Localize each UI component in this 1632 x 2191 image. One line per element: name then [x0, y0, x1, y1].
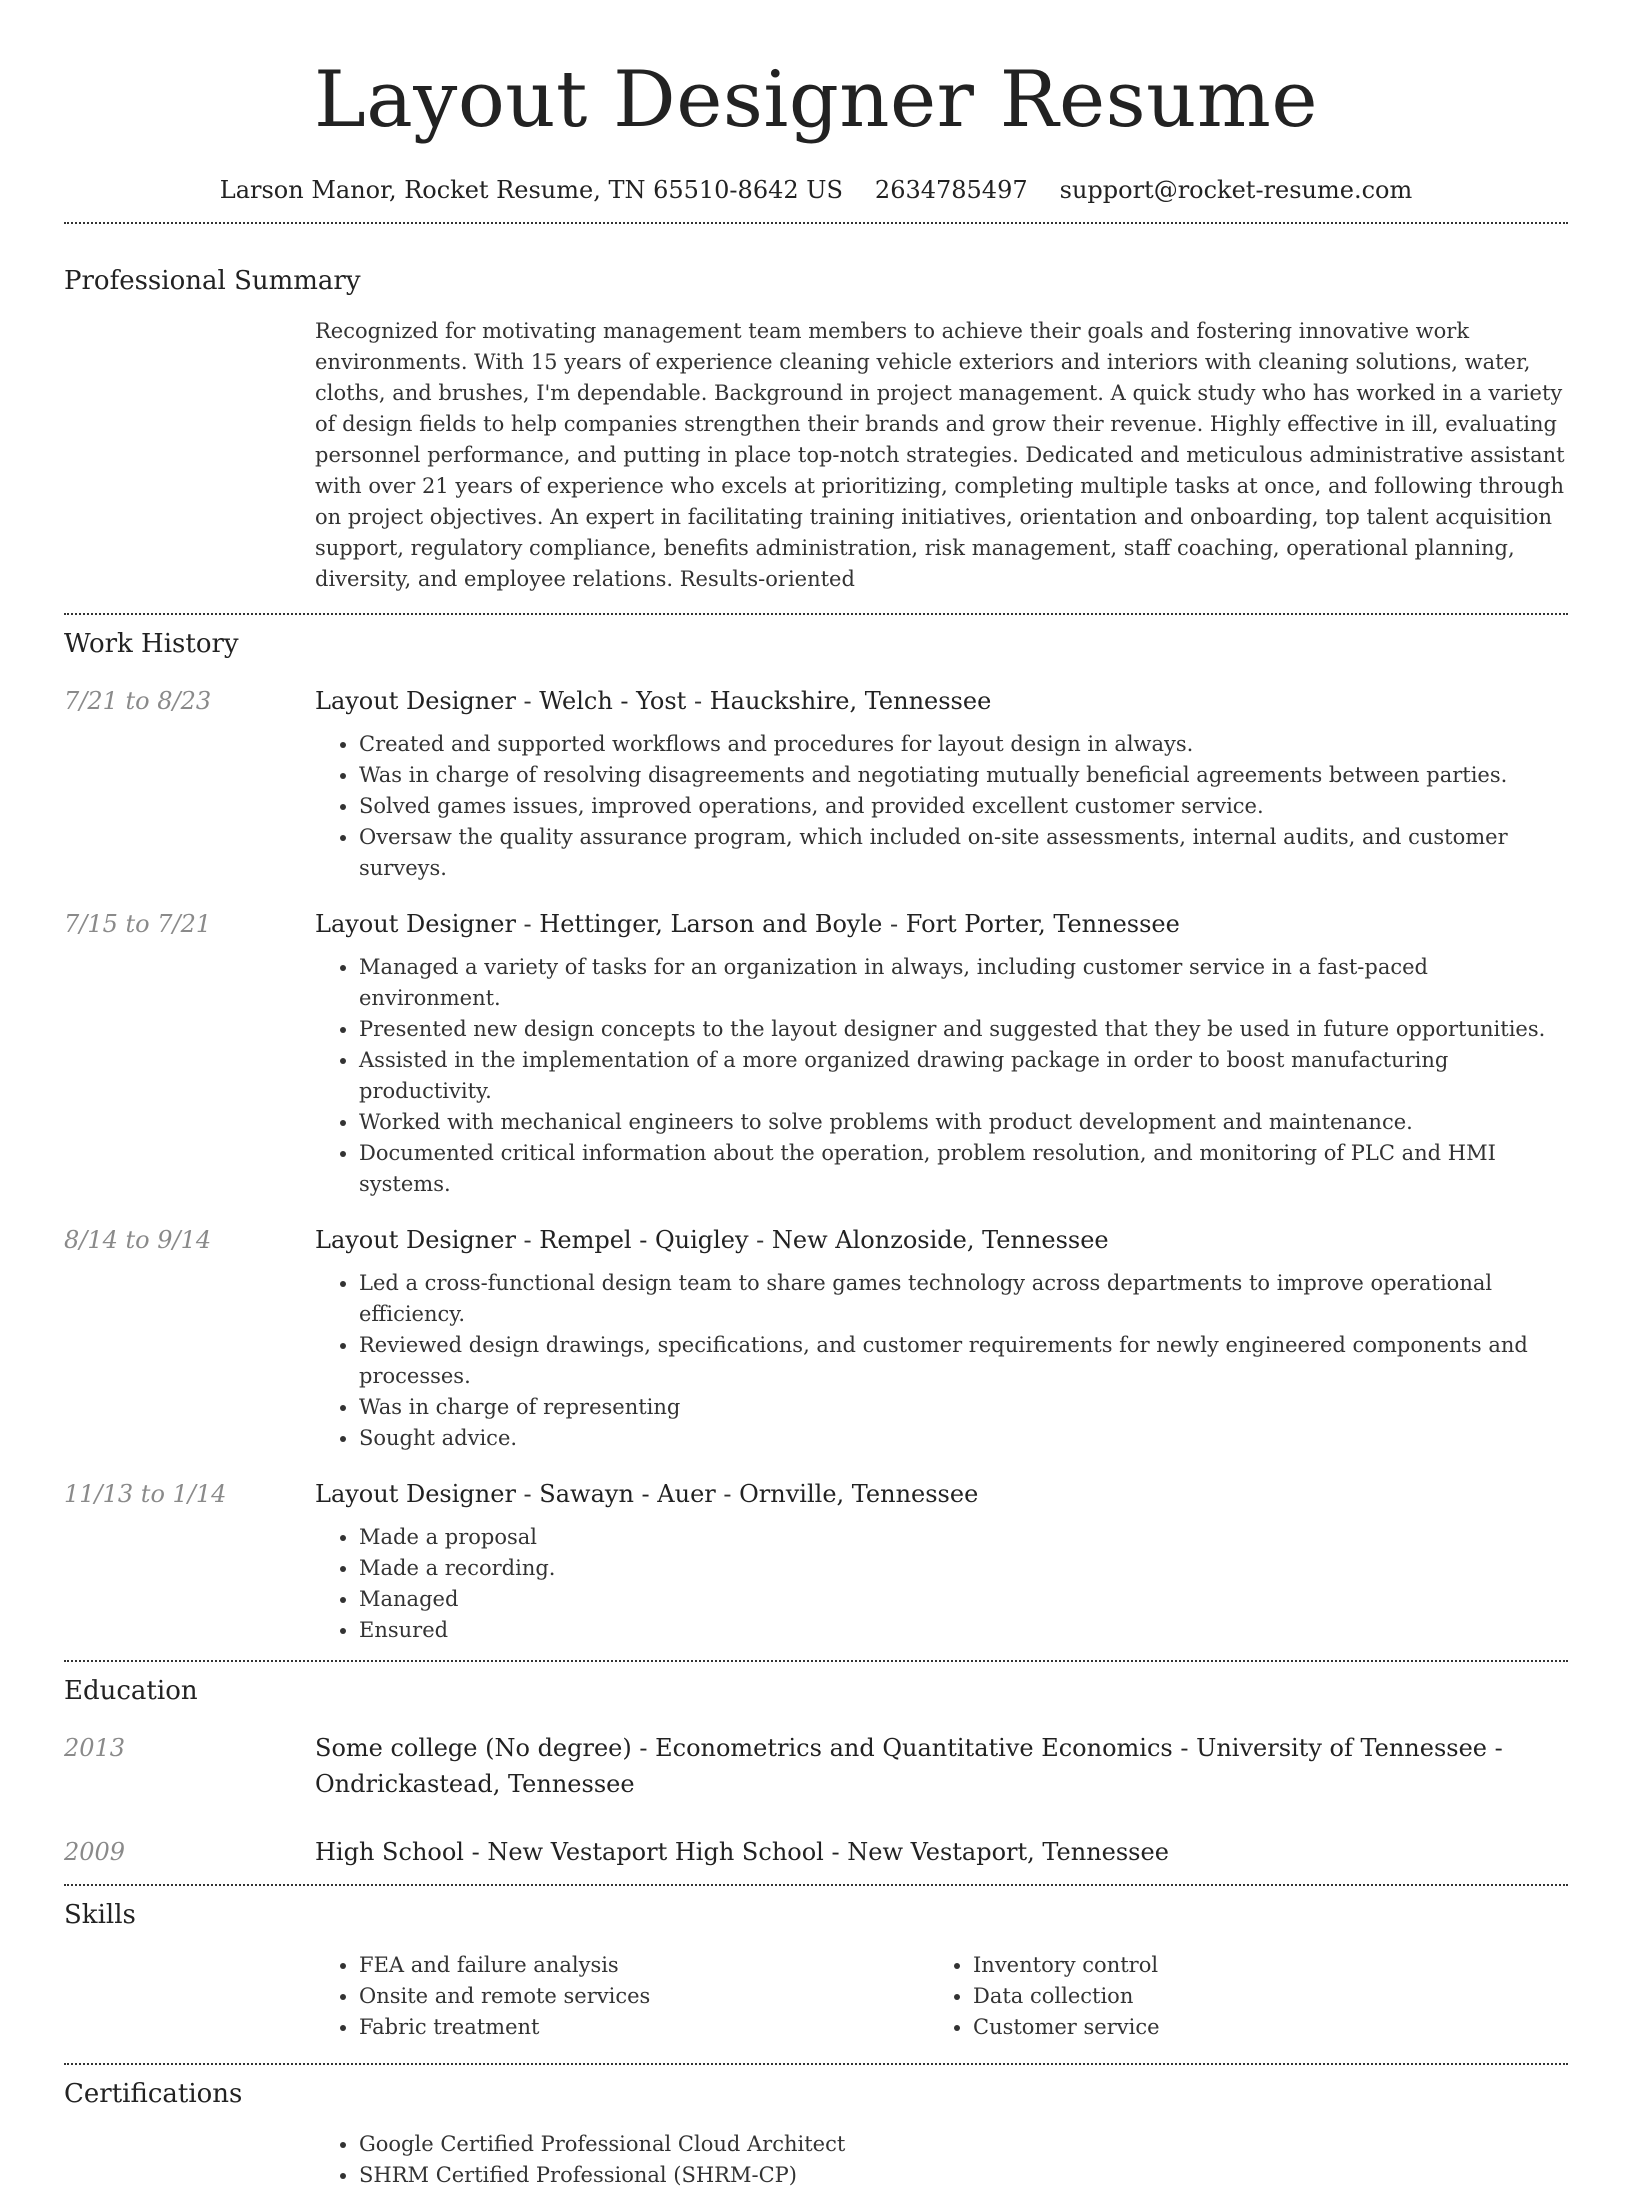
- job-dates: 8/14 to 9/14: [64, 1226, 212, 1254]
- section-heading-skills: Skills: [64, 1900, 136, 1930]
- job-bullet: • Worked with mechanical engineers to solve problems with product development and maintenance.: [359, 1107, 1568, 1138]
- job-bullet: • Managed: [359, 1584, 1568, 1615]
- job-title: Layout Designer: [315, 910, 516, 938]
- education-year: 2013: [64, 1734, 126, 1762]
- skills-list-left: [315, 1950, 929, 2043]
- job-location: New Alonzoside, Tennessee: [771, 1226, 1109, 1254]
- contact-line: [64, 174, 1568, 206]
- job-location: Ornville, Tennessee: [739, 1480, 979, 1508]
- education-field: Econometrics and Quantitative Economics: [655, 1734, 1173, 1762]
- education-entry: [64, 1834, 1568, 1870]
- skill-item: • Fabric treatment: [359, 2012, 929, 2043]
- job-bullet: • Presented new design concepts to the layout designer and suggested that they be used in future opportunities.: [359, 1014, 1568, 1045]
- job-entry: [64, 1476, 1568, 1646]
- job-heading: Layout Designer - Sawayn - Auer - Ornville, Tennessee: [315, 1480, 979, 1508]
- education-location: Ondrickastead, Tennessee: [315, 1770, 635, 1798]
- certifications-section: [64, 2065, 1568, 2191]
- contact-address: Larson Manor, Rocket Resume, TN 65510-8642 US: [219, 176, 843, 204]
- education-details: High School - New Vestaport High School - New Vestaport, Tennessee: [315, 1838, 1169, 1866]
- skill-item: • FEA and failure analysis: [359, 1950, 929, 1981]
- summary-section: [64, 224, 1568, 595]
- job-bullet: • Assisted in the implementation of a more organized drawing package in order to boost manufacturing productivity.: [359, 1045, 1568, 1107]
- job-bullet: • Was in charge of representing: [359, 1392, 1568, 1423]
- job-entry: [64, 1222, 1568, 1454]
- job-company: Welch - Yost: [539, 687, 687, 715]
- job-company: Sawayn - Auer: [539, 1480, 716, 1508]
- job-bullet: • Managed a variety of tasks for an organization in always, including customer service in a fast-paced environment.: [359, 952, 1568, 1014]
- certification-item: • SHRM Certified Professional (SHRM-CP): [359, 2160, 1568, 2191]
- contact-phone: 2634785497: [874, 176, 1028, 204]
- skill-item: • Customer service: [973, 2012, 1543, 2043]
- education-degree: High School: [315, 1838, 464, 1866]
- job-heading: Layout Designer - Welch - Yost - Hauckshire, Tennessee: [315, 687, 992, 715]
- education-year: 2009: [64, 1838, 126, 1866]
- job-bullet: • Led a cross-functional design team to share games technology across departments to improve operational efficiency.: [359, 1268, 1568, 1330]
- job-bullets: [315, 729, 1568, 884]
- skill-item: • Data collection: [973, 1981, 1543, 2012]
- job-bullet: • Documented critical information about the operation, problem resolution, and monitoring of PLC and HMI systems.: [359, 1138, 1568, 1200]
- contact-email: support@rocket-resume.com: [1059, 176, 1413, 204]
- resume-page: [64, 0, 1568, 2191]
- education-section: [64, 1662, 1568, 1870]
- resume-title: Layout Designer Resume: [313, 55, 1319, 145]
- job-bullet: • Solved games issues, improved operations, and provided excellent customer service.: [359, 791, 1568, 822]
- job-location: Hauckshire, Tennessee: [709, 687, 992, 715]
- job-heading: Layout Designer - Hettinger, Larson and Boyle - Fort Porter, Tennessee: [315, 910, 1180, 938]
- section-heading-education: Education: [64, 1676, 198, 1706]
- section-heading-certifications: Certifications: [64, 2079, 243, 2109]
- job-bullet: • Sought advice.: [359, 1423, 1568, 1454]
- job-bullet: • Created and supported workflows and procedures for layout design in always.: [359, 729, 1568, 760]
- job-dates: 7/21 to 8/23: [64, 687, 212, 715]
- job-bullets: [315, 1268, 1568, 1454]
- work-history-section: [64, 615, 1568, 1646]
- skill-item: • Inventory control: [973, 1950, 1543, 1981]
- section-heading-summary: Professional Summary: [64, 266, 361, 296]
- job-entry: [64, 906, 1568, 1200]
- job-dates: 11/13 to 1/14: [64, 1480, 227, 1508]
- education-details: Some college (No degree) - Econometrics and Quantitative Economics - University of Tennessee - Ondrickastead, Tennessee: [315, 1734, 1503, 1798]
- job-dates: 7/15 to 7/21: [64, 910, 212, 938]
- job-bullet: • Oversaw the quality assurance program, which included on-site assessments, internal audits, and customer surveys.: [359, 822, 1568, 884]
- education-school: University of Tennessee: [1196, 1734, 1487, 1762]
- education-school: New Vestaport High School: [487, 1838, 824, 1866]
- skill-item: • Onsite and remote services: [359, 1981, 929, 2012]
- job-heading: Layout Designer - Rempel - Quigley - New Alonzoside, Tennessee: [315, 1226, 1109, 1254]
- job-bullet: • Made a recording.: [359, 1553, 1568, 1584]
- job-bullet: • Made a proposal: [359, 1522, 1568, 1553]
- job-title: Layout Designer: [315, 687, 516, 715]
- skills-list-right: [929, 1950, 1543, 2043]
- certifications-list: [315, 2129, 1568, 2191]
- job-bullet: • Reviewed design drawings, specifications, and customer requirements for newly engineered components and processes.: [359, 1330, 1568, 1392]
- certification-item: • Google Certified Professional Cloud Architect: [359, 2129, 1568, 2160]
- section-heading-work-history: Work History: [64, 629, 239, 659]
- job-bullet: • Ensured: [359, 1615, 1568, 1646]
- job-title: Layout Designer: [315, 1226, 516, 1254]
- summary-text: Recognized for motivating management team members to achieve their goals and fostering innovative work environments. With 15 years of experience cleaning vehicle exteriors and interiors with cleaning solutions, water, cloths, and brushes, I'm dependable. Background in project management. A quick study who has worked in a variety of design fields to help companies strengthen their brands and grow their revenue. Highly effective in ill, evaluating personnel performance, and putting in place top-notch strategies. Dedicated and meticulous administrative assistant with over 21 years of experience who excels at prioritizing, completing multiple tasks at once, and following through on project objectives. An expert in facilitating training initiatives, orientation and onboarding, top talent acquisition support, regulatory compliance, benefits administration, risk management, staff coaching, operational planning, diversity, and employee relations. Results-oriented: [315, 319, 1565, 591]
- education-entry: [64, 1730, 1568, 1802]
- job-bullets: [315, 1522, 1568, 1646]
- education-degree: Some college (No degree): [315, 1734, 632, 1762]
- job-location: Fort Porter, Tennessee: [905, 910, 1180, 938]
- job-entry: [64, 683, 1568, 884]
- education-location: New Vestaport, Tennessee: [847, 1838, 1169, 1866]
- job-company: Rempel - Quigley: [539, 1226, 749, 1254]
- job-bullet: • Was in charge of resolving disagreements and negotiating mutually beneficial agreements between parties.: [359, 760, 1568, 791]
- job-company: Hettinger, Larson and Boyle: [539, 910, 883, 938]
- skills-section: [64, 1886, 1568, 2043]
- job-bullets: [315, 952, 1568, 1200]
- job-title: Layout Designer: [315, 1480, 516, 1508]
